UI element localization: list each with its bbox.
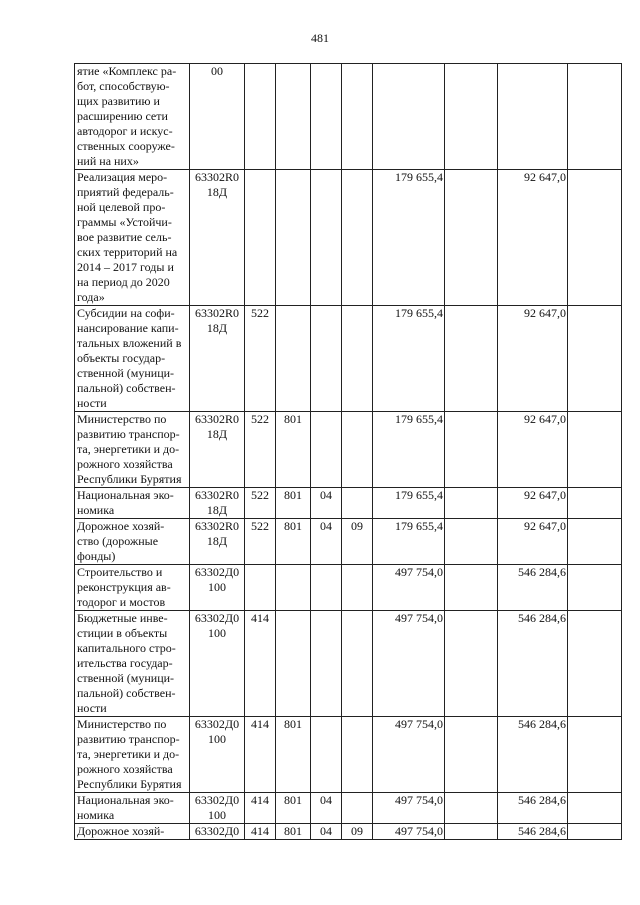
cell-rz — [311, 170, 342, 306]
cell-code: 63302Д0 100 — [190, 717, 245, 793]
cell-vr: 414 — [245, 717, 276, 793]
cell-amount-3: 546 284,6 — [498, 793, 568, 824]
cell-amount-3: 546 284,6 — [498, 565, 568, 611]
cell-amount-4 — [568, 519, 622, 565]
table-row — [75, 412, 622, 488]
cell-amount-2 — [445, 306, 498, 412]
cell-amount-4 — [568, 306, 622, 412]
cell-pr — [342, 611, 373, 717]
table-row — [75, 565, 622, 611]
cell-amount-1: 179 655,4 — [373, 170, 445, 306]
cell-code: 63302R0 18Д — [190, 412, 245, 488]
cell-amount-1 — [373, 64, 445, 170]
cell-rz: 04 — [311, 519, 342, 565]
cell-vr — [245, 64, 276, 170]
cell-amount-3: 92 647,0 — [498, 488, 568, 519]
cell-name: Бюджетные инве- стиции в объекты капитального стро- ительства государ- ственной (муници- пальной) собствен- ности — [75, 611, 190, 717]
cell-pr: 09 — [342, 519, 373, 565]
cell-grbs: 801 — [276, 717, 311, 793]
cell-amount-3: 546 284,6 — [498, 824, 568, 840]
cell-grbs: 801 — [276, 793, 311, 824]
cell-vr: 522 — [245, 519, 276, 565]
cell-amount-1: 497 754,0 — [373, 793, 445, 824]
cell-vr — [245, 565, 276, 611]
cell-rz: 04 — [311, 824, 342, 840]
cell-amount-4 — [568, 824, 622, 840]
table-row — [75, 64, 622, 170]
cell-code: 63302Д0 100 — [190, 565, 245, 611]
table-row — [75, 824, 622, 840]
table-body — [75, 64, 622, 840]
cell-grbs: 801 — [276, 824, 311, 840]
cell-grbs: 801 — [276, 488, 311, 519]
cell-pr — [342, 793, 373, 824]
cell-code: 63302R0 18Д — [190, 306, 245, 412]
table-row — [75, 306, 622, 412]
cell-amount-1: 179 655,4 — [373, 488, 445, 519]
cell-amount-4 — [568, 488, 622, 519]
cell-amount-1: 497 754,0 — [373, 611, 445, 717]
cell-amount-4 — [568, 717, 622, 793]
cell-rz: 04 — [311, 488, 342, 519]
cell-amount-2 — [445, 64, 498, 170]
cell-grbs — [276, 64, 311, 170]
cell-vr: 522 — [245, 412, 276, 488]
cell-code: 63302Д0 — [190, 824, 245, 840]
cell-amount-3 — [498, 64, 568, 170]
cell-vr: 414 — [245, 824, 276, 840]
cell-amount-4 — [568, 565, 622, 611]
cell-amount-2 — [445, 824, 498, 840]
cell-amount-2 — [445, 611, 498, 717]
cell-code: 63302R0 18Д — [190, 170, 245, 306]
cell-amount-2 — [445, 488, 498, 519]
cell-name: Реализация меро- приятий федераль- ной целевой про- граммы «Устойчи- вое развитие сель- ских территорий на 2014 – 2017 годы и на период до 2020 года» — [75, 170, 190, 306]
cell-grbs — [276, 306, 311, 412]
cell-amount-4 — [568, 412, 622, 488]
cell-rz — [311, 306, 342, 412]
cell-vr: 522 — [245, 306, 276, 412]
cell-name: Министерство по развитию транспор- та, энергетики и до- рожного хозяйства Республики Бурятия — [75, 412, 190, 488]
cell-amount-2 — [445, 519, 498, 565]
cell-amount-3: 92 647,0 — [498, 170, 568, 306]
cell-amount-4 — [568, 170, 622, 306]
cell-rz — [311, 717, 342, 793]
cell-amount-2 — [445, 717, 498, 793]
cell-grbs — [276, 611, 311, 717]
cell-name: Строительство и реконструкция ав- тодорог и мостов — [75, 565, 190, 611]
cell-amount-2 — [445, 170, 498, 306]
cell-amount-2 — [445, 412, 498, 488]
table-row — [75, 793, 622, 824]
cell-pr — [342, 412, 373, 488]
cell-name: Дорожное хозяй- — [75, 824, 190, 840]
cell-rz — [311, 412, 342, 488]
budget-table — [74, 63, 622, 840]
cell-pr: 09 — [342, 824, 373, 840]
cell-amount-1: 497 754,0 — [373, 824, 445, 840]
cell-amount-2 — [445, 565, 498, 611]
cell-code: 00 — [190, 64, 245, 170]
cell-rz — [311, 565, 342, 611]
cell-vr: 414 — [245, 793, 276, 824]
cell-name: ятие «Комплекс ра- бот, способствую- щих развитию и расширению сети автодорог и искус- ственных сооруже- ний на них» — [75, 64, 190, 170]
cell-pr — [342, 170, 373, 306]
cell-amount-1: 179 655,4 — [373, 306, 445, 412]
cell-pr — [342, 306, 373, 412]
cell-pr — [342, 717, 373, 793]
cell-amount-4 — [568, 611, 622, 717]
cell-amount-3: 92 647,0 — [498, 412, 568, 488]
cell-name: Национальная эко- номика — [75, 793, 190, 824]
cell-amount-1: 497 754,0 — [373, 565, 445, 611]
cell-grbs: 801 — [276, 519, 311, 565]
cell-name: Национальная эко- номика — [75, 488, 190, 519]
table-row — [75, 519, 622, 565]
page-number: 481 — [311, 31, 329, 45]
cell-amount-1: 179 655,4 — [373, 519, 445, 565]
cell-amount-1: 497 754,0 — [373, 717, 445, 793]
cell-code: 63302R0 18Д — [190, 519, 245, 565]
cell-code: 63302Д0 100 — [190, 793, 245, 824]
cell-rz — [311, 611, 342, 717]
cell-grbs — [276, 170, 311, 306]
cell-amount-4 — [568, 793, 622, 824]
cell-name: Дорожное хозяй- ство (дорожные фонды) — [75, 519, 190, 565]
cell-rz — [311, 64, 342, 170]
cell-rz: 04 — [311, 793, 342, 824]
cell-pr — [342, 565, 373, 611]
cell-amount-3: 92 647,0 — [498, 519, 568, 565]
table-row — [75, 170, 622, 306]
cell-code: 63302R0 18Д — [190, 488, 245, 519]
cell-pr — [342, 488, 373, 519]
cell-name: Субсидии на софи- нансирование капи- тальных вложений в объекты государ- ственной (муници- пальной) собствен- ности — [75, 306, 190, 412]
cell-code: 63302Д0 100 — [190, 611, 245, 717]
cell-grbs: 801 — [276, 412, 311, 488]
table-row — [75, 611, 622, 717]
table-row — [75, 488, 622, 519]
cell-amount-2 — [445, 793, 498, 824]
cell-amount-4 — [568, 64, 622, 170]
cell-vr: 414 — [245, 611, 276, 717]
cell-amount-3: 92 647,0 — [498, 306, 568, 412]
cell-name: Министерство по развитию транспор- та, энергетики и до- рожного хозяйства Республики Бурятия — [75, 717, 190, 793]
cell-vr: 522 — [245, 488, 276, 519]
cell-amount-3: 546 284,6 — [498, 611, 568, 717]
cell-pr — [342, 64, 373, 170]
cell-grbs — [276, 565, 311, 611]
cell-amount-3: 546 284,6 — [498, 717, 568, 793]
table-row — [75, 717, 622, 793]
cell-vr — [245, 170, 276, 306]
cell-amount-1: 179 655,4 — [373, 412, 445, 488]
